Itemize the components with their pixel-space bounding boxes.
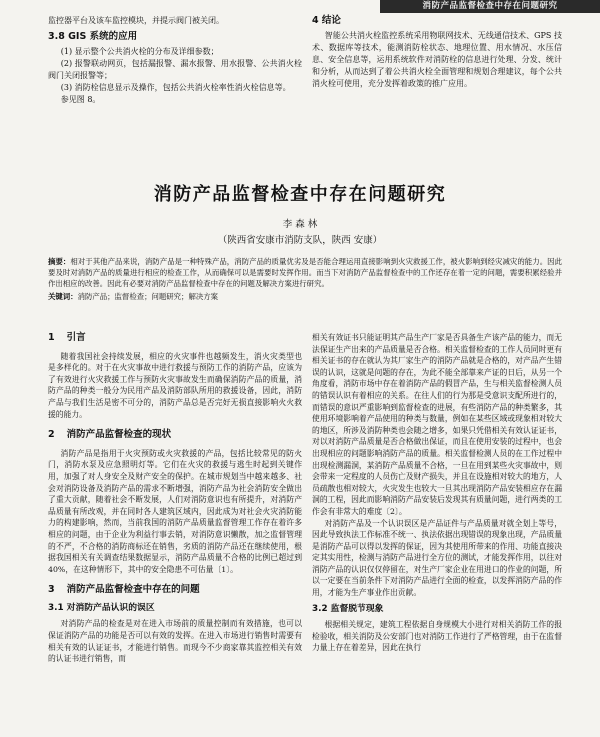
abstract [48, 256, 562, 289]
keywords [48, 291, 562, 302]
section-number: 2 [48, 429, 55, 441]
article-title: 消防产品监督检查中存在问题研究 [153, 184, 447, 205]
body-right-column [312, 332, 562, 654]
abstract-text: 相对于其他产品来说，消防产品是一种特殊产品，消防产品的质量优劣及是否能合理运用直接影响到火灾救援工作，被火影响到经灾减灾的能力。因此要及时对消防产品的质量进行相应的检查工作，从而确保可以是需要时发挥作用。而当下对消防产品监督检查中的工作还存在着一定的问题，需要积累经验并作出相应的改善。因此有必要对消防产品监督检查中存在的问题及解决方案进行研究。 [48, 257, 562, 288]
prev-lead-text: 监控器平台及该车监控模块，并提示阀门被关闭。 [48, 16, 224, 25]
abstract-label: 摘要： [48, 257, 71, 266]
conclusion-text: 智能公共消火栓监控系统采用物联网技术、无线通信技术、GPS 技术、数据库等技术，能测消防栓状态、地理位置、用水情况、水压信息、安全信息等，运用系统软件对消防栓的信息进行处理、分发、统计和分析，从而达到了着公共消火栓全面管理和规划合理建议，每个公共消火栓可使用，充分发挥着政策的推广应用。 [312, 31, 562, 88]
section-title: 引言 [66, 332, 86, 343]
abstract-block [48, 256, 562, 302]
section-1-heading [48, 332, 302, 344]
keywords-label: 关键词： [48, 292, 78, 301]
section-2-heading [48, 429, 302, 441]
prev-item: 参见图 8。 [60, 95, 101, 104]
section-3-heading [48, 584, 302, 596]
subsection-3-2-text: 根据相关规定，建筑工程依据自身规模大小进行对相关消防工作的报检验收，相关消防及公安部门也对消防工作进行了严格管理，由于在监督力量上存在着差异，因此在执行 [312, 620, 562, 653]
article-author: 李 森 林 [282, 219, 318, 230]
section-title: 消防产品监督检查中存在的问题 [66, 584, 200, 596]
subsection-3-1-text: 对消防产品的检查是对在进入市场前的质量控制而有效措施，也可以保证消防产品的功能是否可以有效的发挥。在进入市场进行销售时需要有相关有效的认证证书，才能进行销售。而现今不少商家靠其监控相关有效的认证书进行销售，而 [48, 619, 302, 664]
section-1-text: 随着我国社会持续发展，相应的火灾事件也越频发生，消火灾类型也是多样化的。对于在火灾事故中进行救援与预防工作的消防产品，应该为了有效进行火灾救援工作与预防火灾事故发生而确保消防产品的质量，消防产品的种类一般分为民用产品及消防部队所用的救援设备，因此，消防产品与我们生活是密不可分的，消防产品总是否完好无损直接影响火火救援的能力。 [48, 351, 302, 419]
section-2-text: 消防产品是指用于火灾预防或火灾救援的产品，包括比较常见的防火门，消防水泵及应急照明灯等。它们在火灾的救援与逃生时起到关键作用，加强了对人身安全及财产安全的保护。在城市规划当中越来越多、社会对消防设备及消防产品的需求不断增强，消防产品为社会消防安全做出了重大贡献，随着社会不断发展，人们对消防意识也有所提升，对消防产品质量有所改观，并在同时各人建筑区域内，因此成为对社会火灾消防能力的构建影响，然而，当前我国的消防产品质量监督管理工作存在着许多相应的问题，由于企业为利益行事去销，对消防意识懒散，加之监督管理的不严，不合格的消防商标还在销售，劣质的消防产品还在继续使用，根据我国相关有关调查结果数据显示，消防产品质量不合格的比例已超过到 40%，在这种情形下，其中的安全隐患不可估量〔1〕。 [48, 448, 302, 574]
subsection-3-2-heading: 3.2 监督脱节现象 [312, 603, 384, 614]
section-title: 消防产品监督检查的现状 [66, 429, 172, 441]
section-number: 1 [48, 332, 55, 343]
prev-section-heading: 3.8 GIS 系统的应用 [48, 31, 138, 42]
section-number: 3 [48, 584, 55, 596]
article-affiliation: （陕西省安康市消防支队，陕西 安康） [217, 235, 383, 246]
paragraph: 对消防产品及一个认识误区是产品证件与产品质量对就全划上等号，因此导致执法工作标准不统一、执法依据出现错误的现象出现，产品质量是消防产品可以得以发挥的保证，因为其使用所带来的作用、功能直接决定其实用性，检测与消防产品进行全方位的测试，才能发挥作用，以往对消防产品的认识仅仅停留在，对生产厂家企业在用进口的作业的问题，所以一定要在当前条件下对消防产品进行全面的检查，以发挥消防产品的作用，才能为生产事业作出贡献。 [312, 518, 562, 598]
keywords-text: 消防产品；监督检查；问题研究；解决方案 [77, 292, 219, 301]
subsection-3-1-heading: 3.1 对消防产品认识的误区 [48, 602, 155, 613]
previous-article-right-column [312, 15, 562, 90]
prev-item: (3) 消防栓信息显示及操作，包括公共消火栓率性消火栓信息等。 [60, 83, 291, 92]
prev-item: (2) 报警联动网页，包括漏报警、漏水报警、用水报警、公共消火栓阀门关闭报警等； [48, 59, 302, 80]
prev-item: (1) 显示整个公共消火栓的分布及详细参数； [60, 47, 219, 56]
paragraph-continued: 相关有效证书只能证明其产品生产厂家是否具备生产该产品的能力，而无法保证生产出来的产品质量是否合格。相关监督检查的工作人员同时更有相关证书的存在就认为其厂家生产的消防产品就是合格的，对产品产生错误的认识，这就是问题的存在，为此不能全部靠来产证的日后，从另一个角度看，消防市场中存在着消防产品的假冒产品，生与相关监督检测人员的错误认识有着相应的关系。在往人们的行为那是受意识支配所进行的，而错误的意识严重影响到监督检查的进展，有些消防产品的种类繁多，其使用环境影响着产品使用的种类与数量，例如在某些区域或现象相对较大的地区，所涉及消防种类也会随之增多，如果只凭借相关有效认证证书，对以对消防产品质量是否合格做出保证，而且在使用安装的过程中，也会出现相应的问题影响消防产品的质量。相关监督检测人员的在工作过程中出现检测漏洞，某消防产品质量不合格，一旦在用到某些火灾事故中，则会带来一定程度的人员伤亡及财产损失，并且在设施相对较大的地方，人员疏散也相对较大，火灾发生也较大一旦其出现消防产品安装相应存在漏洞的工程，因此而影响消防产品安装后发现其有质量问题，进行两类的工作会有非常大的难度〔2〕。 [312, 333, 562, 516]
body-left-column [48, 332, 302, 665]
previous-article-left-column [48, 15, 302, 106]
conclusion-heading: 4 结论 [312, 15, 341, 26]
running-header: 消防产品监督检查中存在问题研究 [380, 0, 600, 13]
